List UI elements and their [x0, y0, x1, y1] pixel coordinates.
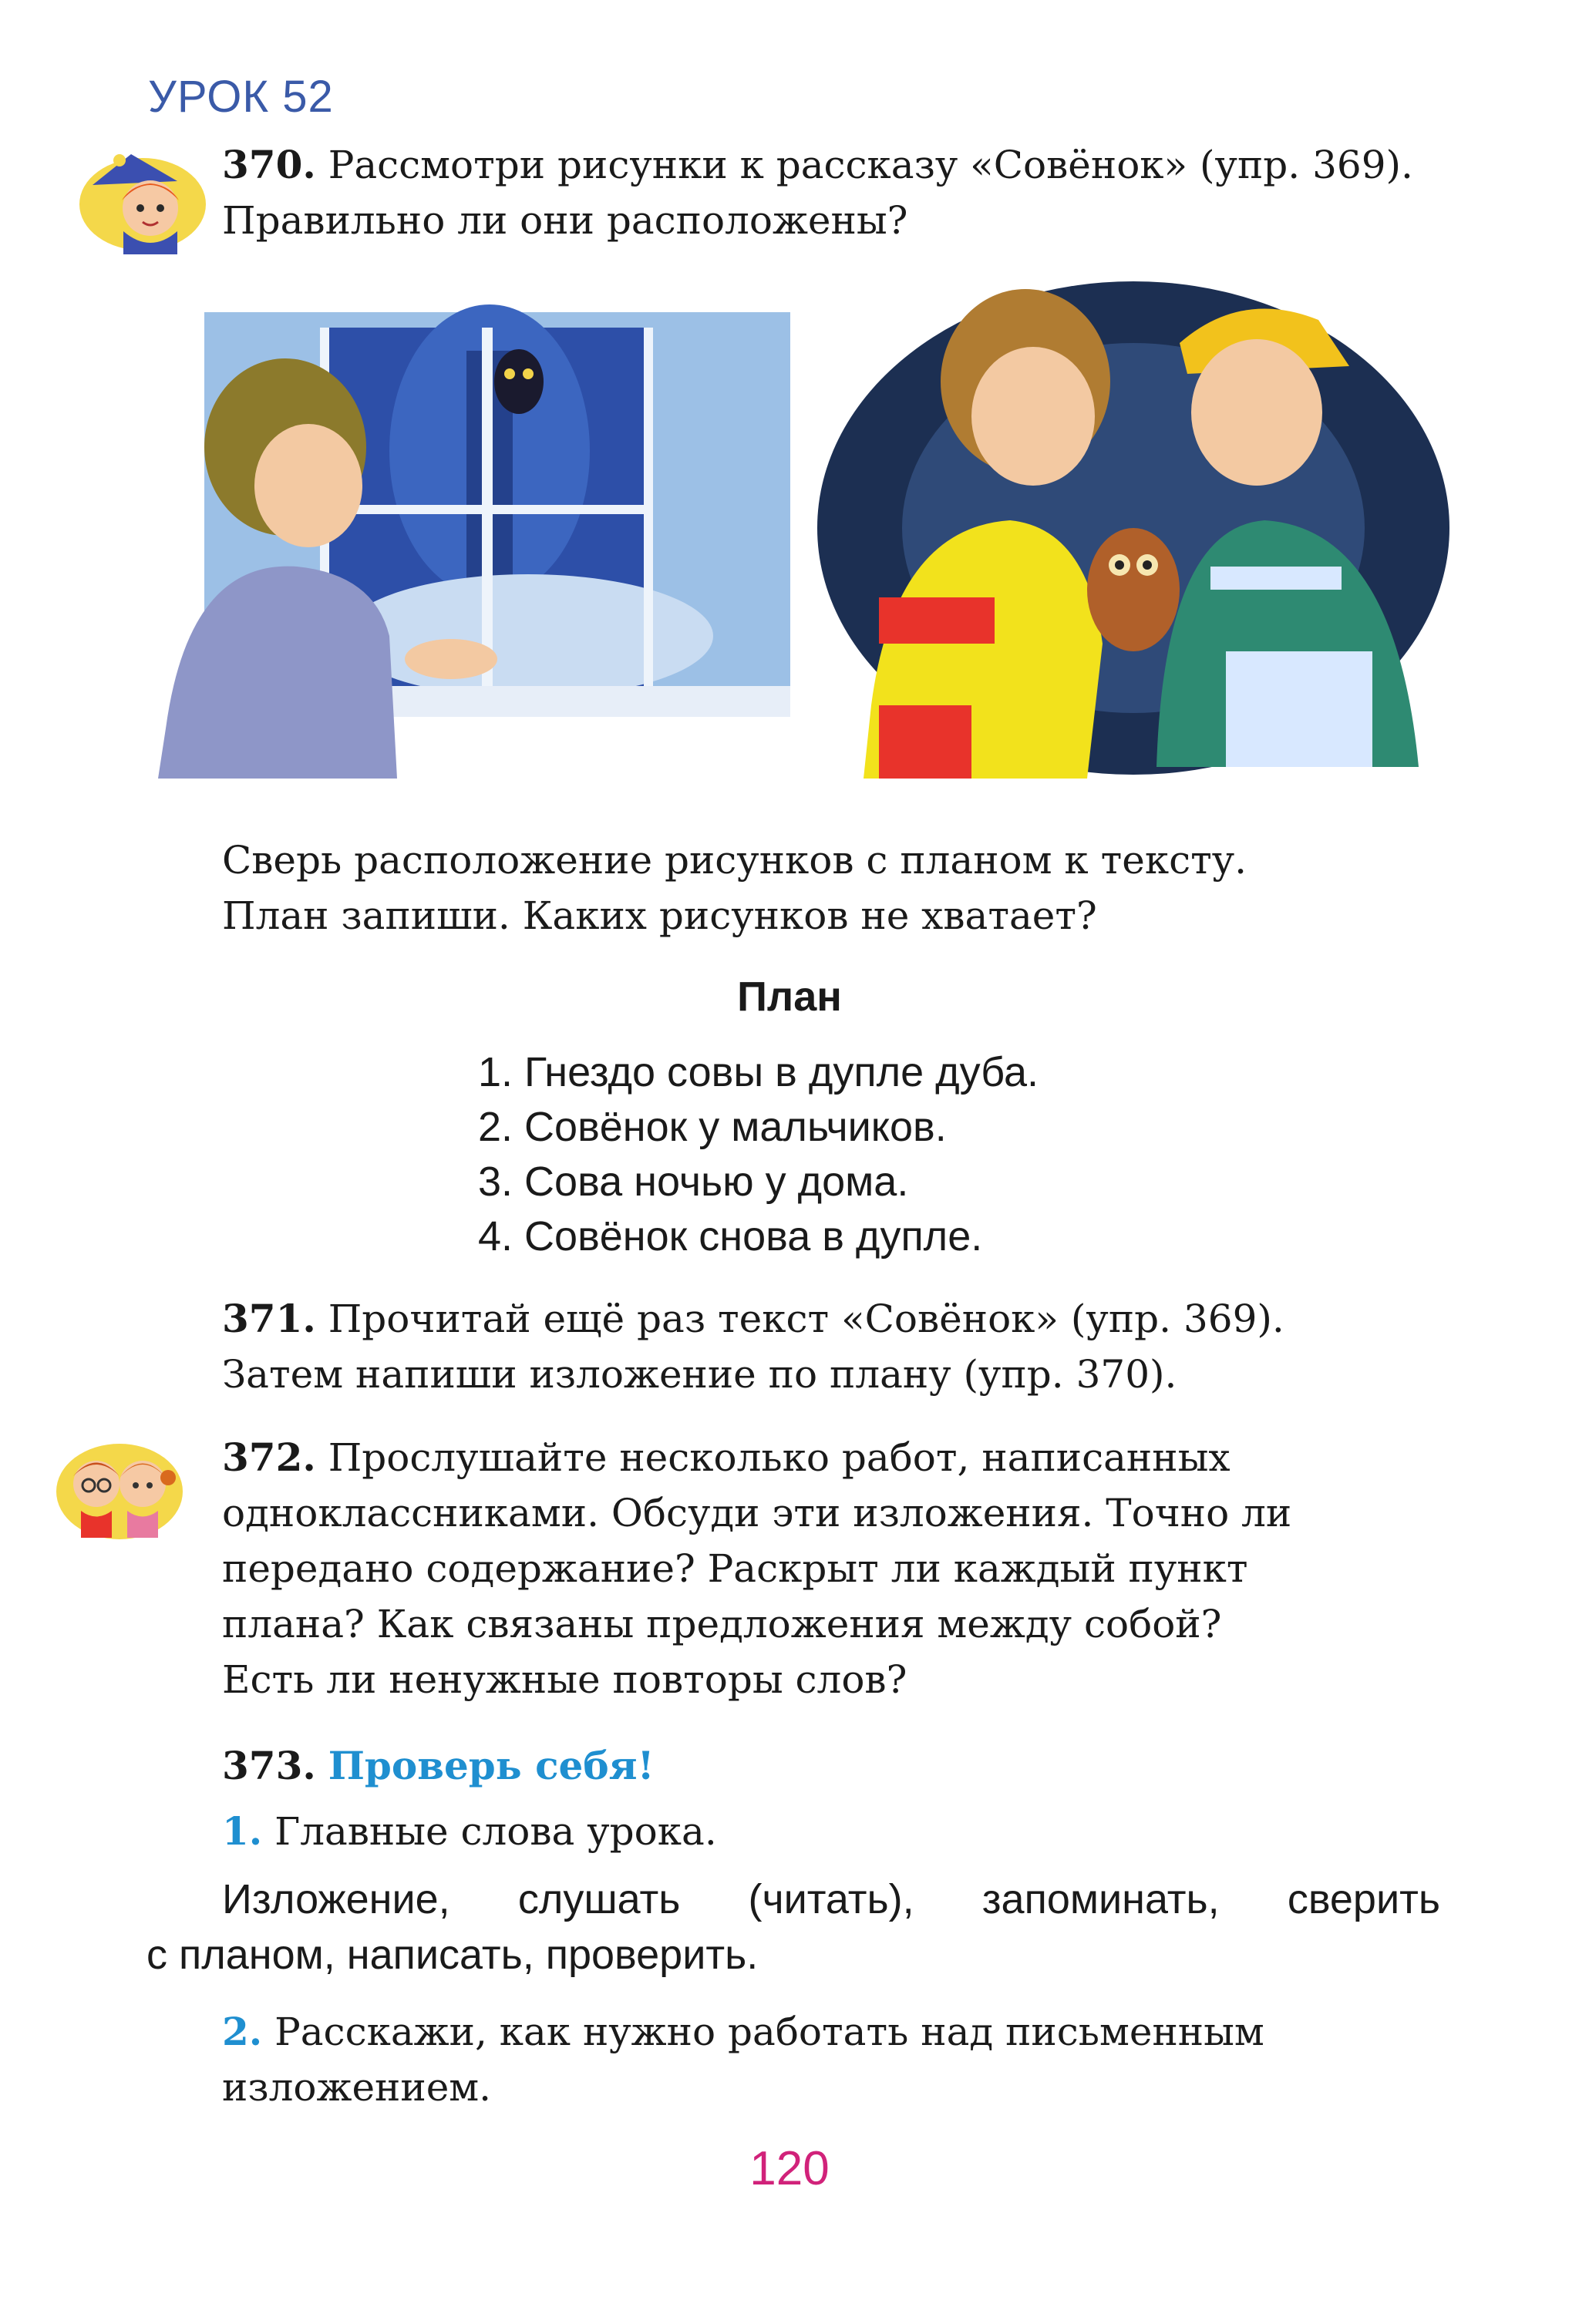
plan-list [478, 1044, 1039, 1263]
plan-title: План [737, 974, 842, 1020]
exercise-text: Прочитай ещё раз текст «Совёнок» (упр. 369). [328, 1297, 1284, 1341]
exercise-number: 371. [222, 1296, 316, 1341]
exercise-text: одноклассниками. Обсуди эти изложения. Точно ли [222, 1491, 1292, 1535]
question-number: 1. [222, 1808, 263, 1854]
question-1 [222, 1804, 1440, 1859]
plan-item: 2. Совёнок у мальчиков. [478, 1104, 947, 1150]
question-number: 2. [222, 2009, 263, 2054]
self-check-title: Проверь себя! [328, 1743, 655, 1788]
page-number: 120 [749, 2142, 830, 2195]
exercise-370-instructions [222, 832, 1440, 943]
girl-mascot-icon [77, 139, 208, 254]
exercise-372 [222, 1430, 1440, 1707]
two-children-icon [54, 1430, 185, 1545]
question-2 [222, 2004, 1440, 2115]
exercise-text: плана? Как связаны предложения между собой? [222, 1602, 1222, 1646]
lesson-title: УРОК 52 [148, 72, 334, 122]
key-words-line: Изложение, слушать (читать), запоминать, сверить [222, 1876, 1440, 1922]
question-text: Главные слова урока. [274, 1809, 717, 1854]
exercise-373-heading [222, 1738, 1440, 1794]
plan-item: 1. Гнездо совы в дупле дуба. [478, 1049, 1039, 1095]
illustration-boys-owl [810, 274, 1449, 779]
illustration-boy-window [143, 297, 790, 779]
key-words [222, 1872, 1440, 1927]
exercise-number: 373. [222, 1743, 316, 1788]
exercise-text: Правильно ли они расположены? [222, 198, 908, 243]
exercise-text: Прослушайте несколько работ, написанных [328, 1435, 1231, 1480]
instruction-line: Сверь расположение рисунков с планом к тексту. [222, 838, 1247, 883]
plan-item: 3. Сова ночью у дома. [478, 1159, 909, 1205]
exercise-text: передано содержание? Раскрыт ли каждый пункт [222, 1546, 1248, 1591]
question-text: изложением. [222, 2065, 492, 2110]
key-words-continued [146, 1927, 1380, 1983]
exercise-text: Рассмотри рисунки к рассказу «Совёнок» (упр. 369). [328, 143, 1413, 187]
exercise-number: 370. [222, 142, 316, 187]
instruction-line: План запиши. Каких рисунков не хватает? [222, 893, 1097, 938]
exercise-371 [222, 1291, 1440, 1402]
question-text: Расскажи, как нужно работать над письменным [274, 2010, 1264, 2054]
plan-item: 4. Совёнок снова в дупле. [478, 1213, 983, 1260]
exercise-text: Есть ли ненужные повторы слов? [222, 1657, 907, 1702]
exercise-text: Затем напиши изложение по плану (упр. 370). [222, 1352, 1177, 1397]
exercise-370 [222, 137, 1440, 248]
key-words-line: с планом, написать, проверить. [146, 1932, 759, 1978]
exercise-number: 372. [222, 1434, 316, 1480]
